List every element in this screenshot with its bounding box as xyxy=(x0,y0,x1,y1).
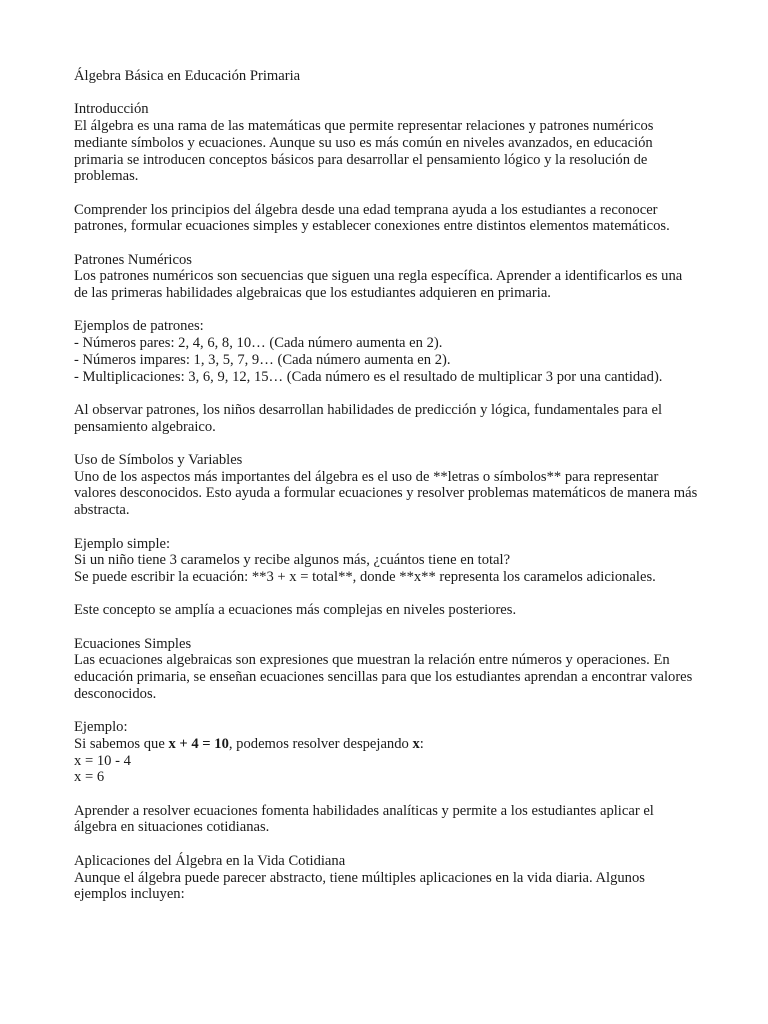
example-heading: Ejemplo simple: xyxy=(74,535,171,552)
example-line: Se puede escribir la ecuación: **3 + x = total**, donde **x** representa los caramelos adicionales. xyxy=(74,568,656,585)
paragraph: Las ecuaciones algebraicas son expresiones que muestran la relación entre números y operaciones. En educación primaria, se enseñan ecuaciones sencillas para que los estudiantes aprendan a encontrar valores desconocidos. xyxy=(74,652,693,702)
paragraph: Uno de los aspectos más importantes del álgebra es el uso de **letras o símbolos** para representar valores desconocidos. Esto ayuda a formular ecuaciones y resolver problemas matemáticos de manera más abstracta. xyxy=(74,468,698,519)
list-item: - Multiplicaciones: 3, 6, 9, 12, 15… (Cada número es el resultado de multiplicar 3 por una cantidad). xyxy=(74,368,663,385)
example-text: : xyxy=(419,735,424,752)
paragraph: Aunque el álgebra puede parecer abstracto, tiene múltiples aplicaciones en la vida diaria. Algunos ejemplos incluyen: xyxy=(74,869,645,903)
paragraph: Los patrones numéricos son secuencias que siguen una regla específica. Aprender a identificarlos es una de las primeras habilidades algebraicas que los estudiantes adquieren en primaria. xyxy=(74,268,683,302)
section-aplicaciones xyxy=(74,853,698,903)
solution-step: x = 6 xyxy=(74,769,105,786)
equation-bold: x + 4 = 10 xyxy=(168,735,229,752)
paragraph: Aprender a resolver ecuaciones fomenta habilidades analíticas y permite a los estudiantes aplicar el álgebra en situaciones cotidianas. xyxy=(74,802,654,836)
section-heading: Ecuaciones Simples xyxy=(74,635,192,652)
example-text: Si sabemos que xyxy=(74,735,169,752)
paragraph: Este concepto se amplía a ecuaciones más complejas en niveles posteriores. xyxy=(74,602,517,619)
list-item: - Números pares: 2, 4, 6, 8, 10… (Cada número aumenta en 2). xyxy=(74,335,443,352)
list-item: - Números impares: 1, 3, 5, 7, 9… (Cada número aumenta en 2). xyxy=(74,351,451,368)
example-heading: Ejemplo: xyxy=(74,719,128,736)
section-patrones xyxy=(74,252,698,302)
document-title: Álgebra Básica en Educación Primaria xyxy=(74,68,301,84)
example-line: Si un niño tiene 3 caramelos y recibe algunos más, ¿cuántos tiene en total? xyxy=(74,552,511,569)
section-heading: Patrones Numéricos xyxy=(74,251,192,268)
document-body xyxy=(74,68,698,920)
section-ecuaciones xyxy=(74,636,698,703)
pattern-examples xyxy=(74,318,698,385)
section-heading: Uso de Símbolos y Variables xyxy=(74,452,243,469)
paragraph: El álgebra es una rama de las matemáticas que permite representar relaciones y patrones numéricos mediante símbolos y ecuaciones. Aunque su uso es más común en niveles avanzados, en educación primaria se introducen conceptos básicos para desarrollar el pensamiento lógico y la resolución de problemas. xyxy=(74,118,654,185)
solution-step: x = 10 - 4 xyxy=(74,752,131,769)
section-heading: Aplicaciones del Álgebra en la Vida Cotidiana xyxy=(74,852,346,869)
example-line xyxy=(74,736,698,753)
paragraph: Al observar patrones, los niños desarrollan habilidades de predicción y lógica, fundamentales para el pensamiento algebraico. xyxy=(74,401,663,435)
simple-example xyxy=(74,536,698,586)
section-introduccion xyxy=(74,101,698,185)
section-heading: Introducción xyxy=(74,101,149,118)
section-simbolos xyxy=(74,452,698,519)
paragraph: Comprender los principios del álgebra desde una edad temprana ayuda a los estudiantes a reconocer patrones, formular ecuaciones simples y establecer conexiones entre distintos elementos matemáticos. xyxy=(74,201,670,235)
examples-heading: Ejemplos de patrones: xyxy=(74,318,204,335)
variable-bold: x xyxy=(412,735,420,752)
equation-example xyxy=(74,719,698,786)
example-text: , podemos resolver despejando xyxy=(228,735,413,752)
